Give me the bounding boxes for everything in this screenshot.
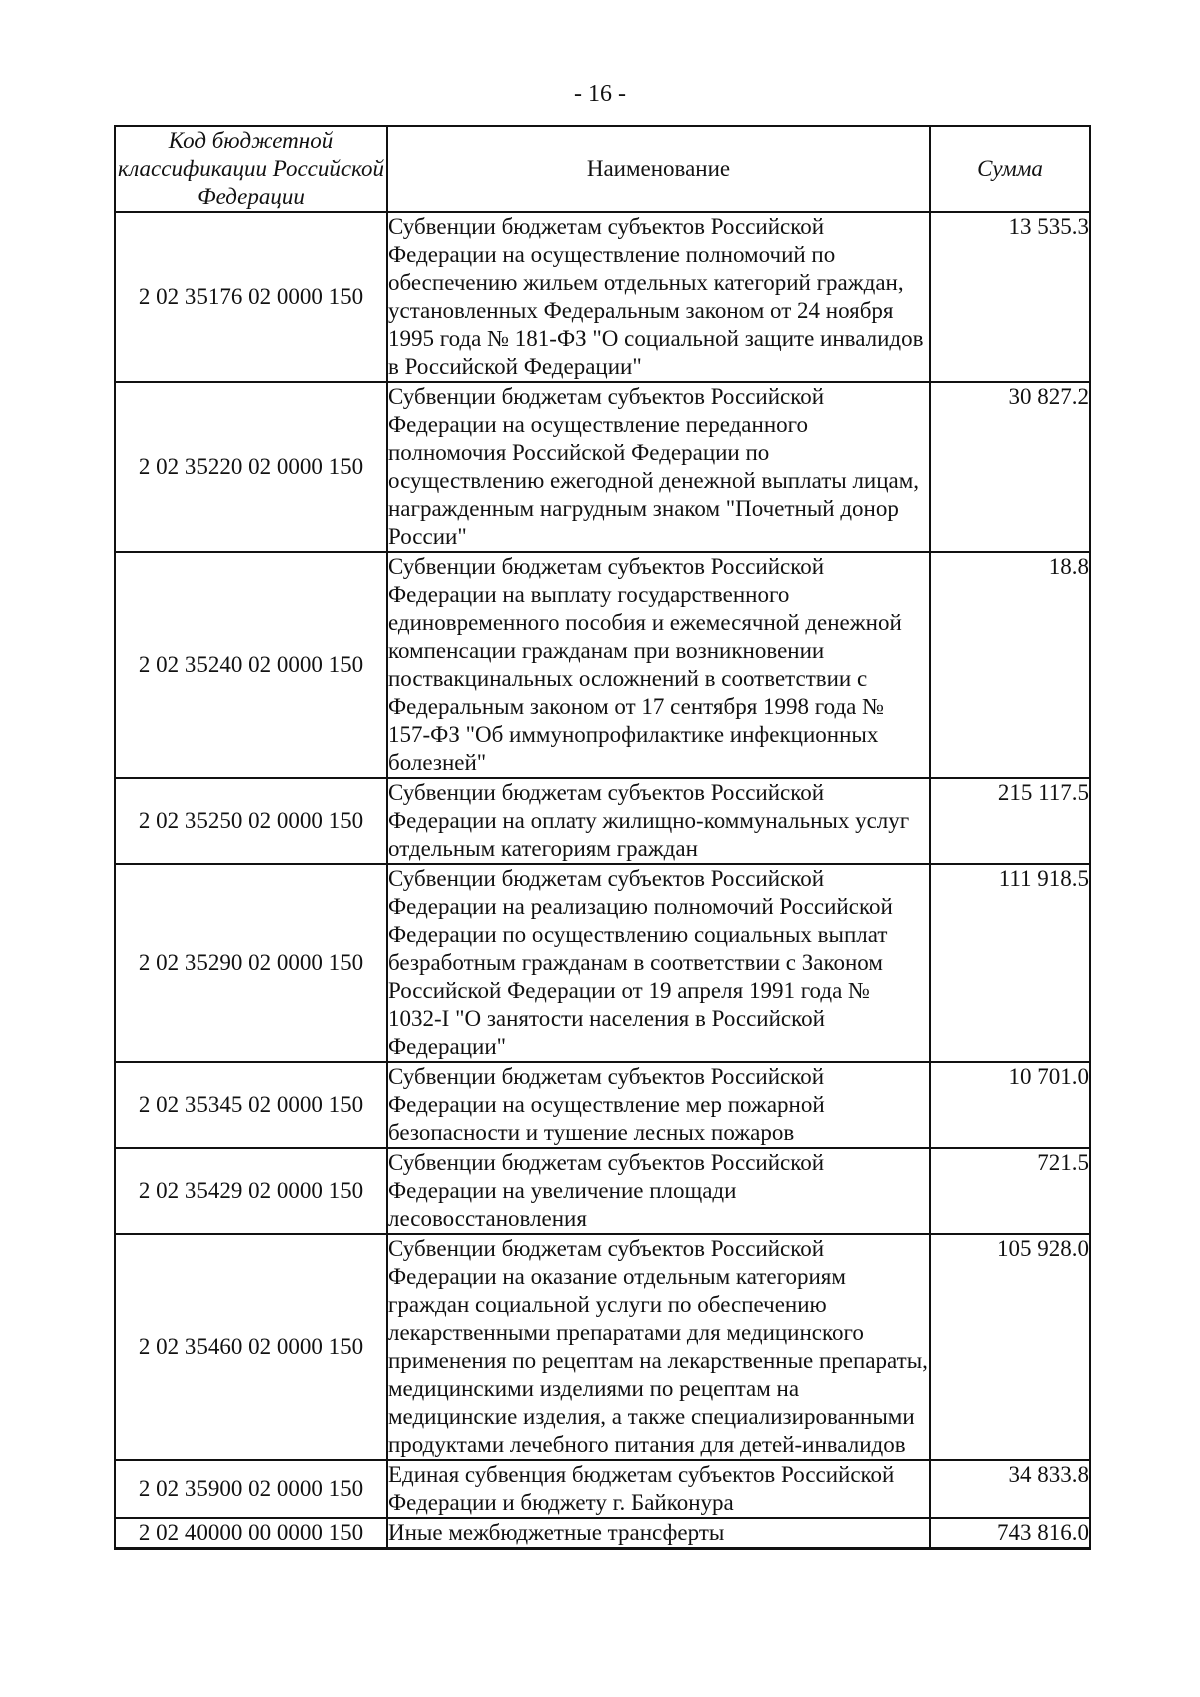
row-sum: 18.8 — [930, 552, 1090, 778]
row-sum: 215 117.5 — [930, 778, 1090, 864]
row-sum: 10 701.0 — [930, 1062, 1090, 1148]
table-row — [115, 1518, 1090, 1549]
row-name: Субвенции бюджетам субъектов Российской Федерации на оказание отдельным категориям граждан социальной услуги по обеспечению лекарственными препаратами для медицинского применения по рецептам на лекарственные препараты, медицинскими изделиями по рецептам на медицинские изделия, а также специализированными продуктами лечебного питания для детей-инвалидов — [387, 1234, 930, 1460]
table-header-row — [115, 126, 1090, 212]
row-name: Субвенции бюджетам субъектов Российской Федерации на выплату государственного единовременного пособия и ежемесячной денежной компенсации гражданам при возникновении поствакцинальных осложнений в соответствии с Федеральным законом от 17 сентября 1998 года № 157-ФЗ "Об иммунопрофилактике инфекционных болезней" — [387, 552, 930, 778]
row-name: Субвенции бюджетам субъектов Российской Федерации на увеличение площади лесовосстановления — [387, 1148, 930, 1234]
table-row — [115, 552, 1090, 778]
row-sum: 34 833.8 — [930, 1460, 1090, 1518]
table-row — [115, 864, 1090, 1062]
row-code: 2 02 35250 02 0000 150 — [115, 778, 387, 864]
row-code: 2 02 35176 02 0000 150 — [115, 212, 387, 382]
row-name: Иные межбюджетные трансферты — [387, 1518, 930, 1549]
table-row — [115, 1062, 1090, 1148]
row-sum: 111 918.5 — [930, 864, 1090, 1062]
row-sum: 743 816.0 — [930, 1518, 1090, 1549]
budget-table — [114, 125, 1091, 1550]
row-sum: 721.5 — [930, 1148, 1090, 1234]
table-row — [115, 1234, 1090, 1460]
table-row — [115, 382, 1090, 552]
row-code: 2 02 35429 02 0000 150 — [115, 1148, 387, 1234]
row-name: Субвенции бюджетам субъектов Российской Федерации на осуществление мер пожарной безопасности и тушение лесных пожаров — [387, 1062, 930, 1148]
row-code: 2 02 40000 00 0000 150 — [115, 1518, 387, 1549]
row-sum: 13 535.3 — [930, 212, 1090, 382]
header-sum: Сумма — [930, 126, 1090, 212]
row-name: Субвенции бюджетам субъектов Российской Федерации на реализацию полномочий Российской Федерации по осуществлению социальных выплат безработным гражданам в соответствии с Законом Российской Федерации от 19 апреля 1991 года № 1032-I "О занятости населения в Российской Федерации" — [387, 864, 930, 1062]
row-code: 2 02 35460 02 0000 150 — [115, 1234, 387, 1460]
header-code: Код бюджетной классификации Российской Федерации — [115, 126, 387, 212]
table-row — [115, 1460, 1090, 1518]
row-code: 2 02 35240 02 0000 150 — [115, 552, 387, 778]
row-code: 2 02 35345 02 0000 150 — [115, 1062, 387, 1148]
row-code: 2 02 35220 02 0000 150 — [115, 382, 387, 552]
row-name: Субвенции бюджетам субъектов Российской Федерации на осуществление переданного полномочия Российской Федерации по осуществлению ежегодной денежной выплаты лицам, награжденным нагрудным знаком "Почетный донор России" — [387, 382, 930, 552]
row-sum: 30 827.2 — [930, 382, 1090, 552]
row-name: Субвенции бюджетам субъектов Российской Федерации на оплату жилищно-коммунальных услуг отдельным категориям граждан — [387, 778, 930, 864]
row-name: Единая субвенция бюджетам субъектов Российской Федерации и бюджету г. Байконура — [387, 1460, 930, 1518]
header-name: Наименование — [387, 126, 930, 212]
row-code: 2 02 35900 02 0000 150 — [115, 1460, 387, 1518]
row-name: Субвенции бюджетам субъектов Российской Федерации на осуществление полномочий по обеспечению жильем отдельных категорий граждан, установленных Федеральным законом от 24 ноября 1995 года № 181-ФЗ "О социальной защите инвалидов в Российской Федерации" — [387, 212, 930, 382]
table-row — [115, 212, 1090, 382]
table-row — [115, 1148, 1090, 1234]
row-sum: 105 928.0 — [930, 1234, 1090, 1460]
page-number: - 16 - — [574, 81, 626, 107]
table-row — [115, 778, 1090, 864]
row-code: 2 02 35290 02 0000 150 — [115, 864, 387, 1062]
